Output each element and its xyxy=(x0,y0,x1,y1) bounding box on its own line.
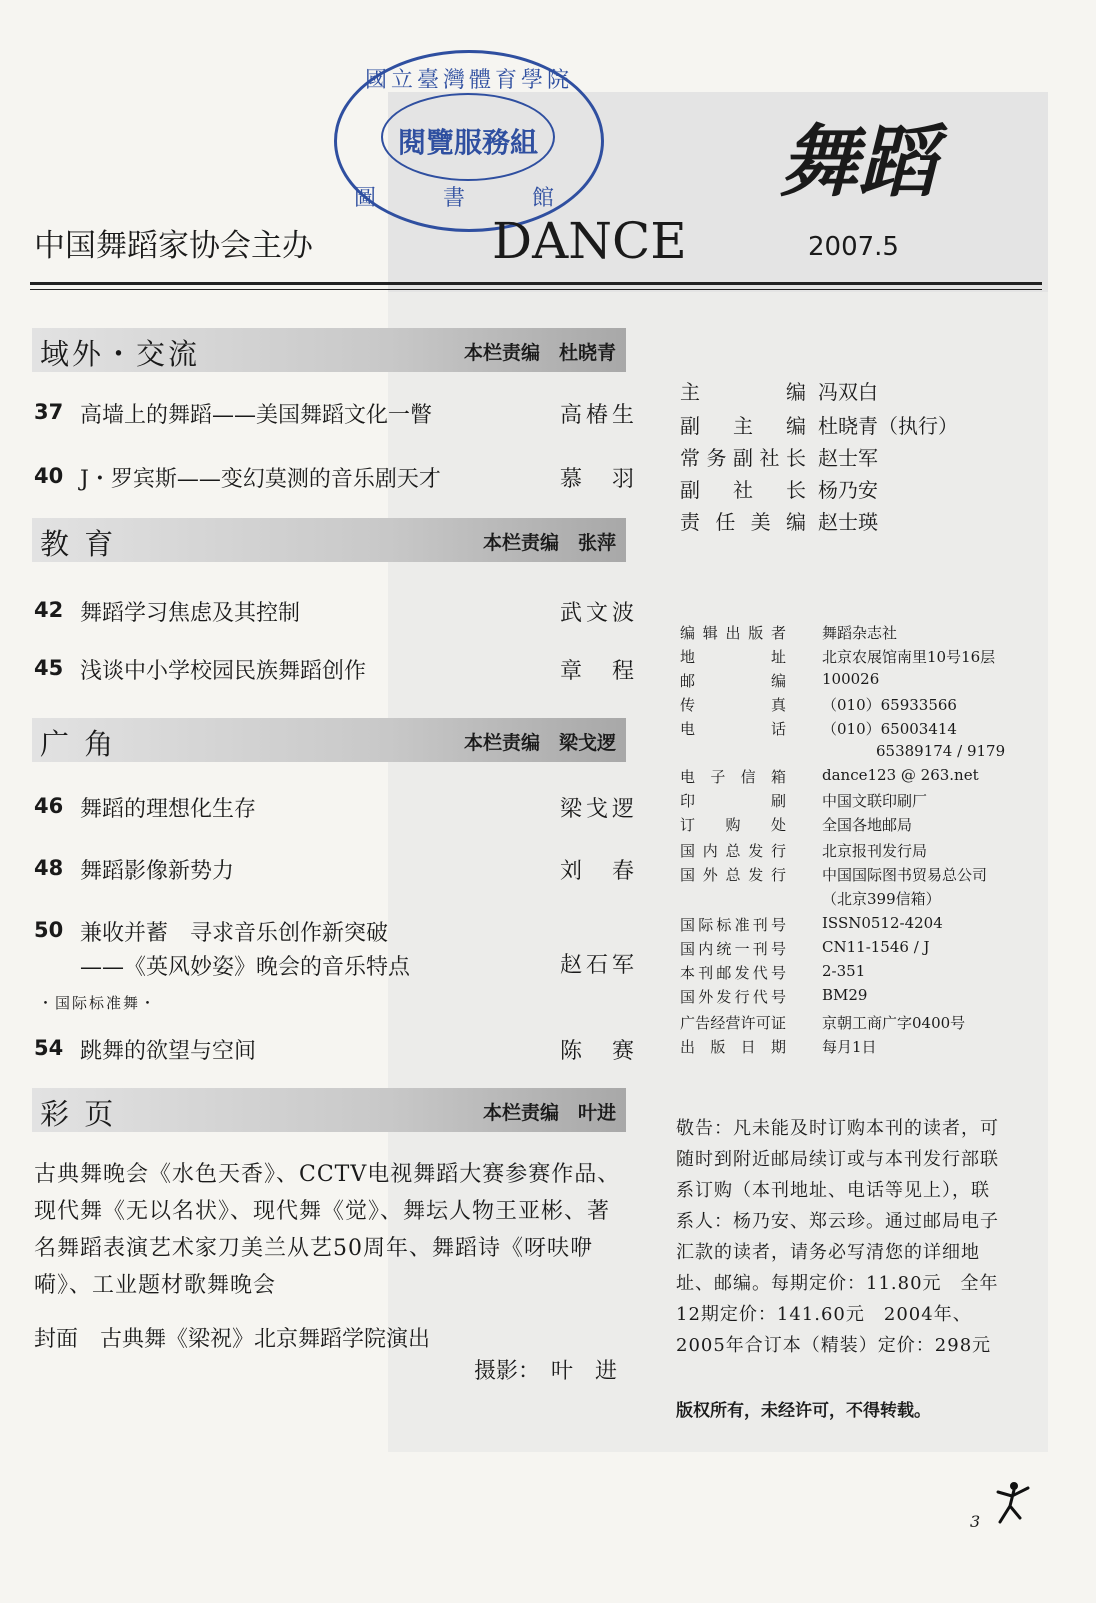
toc-page: 42 xyxy=(34,598,64,622)
toc-author: 刘 春 xyxy=(560,859,639,884)
toc-title: J・罗宾斯——变幻莫测的音乐剧天才 xyxy=(80,467,441,492)
toc-title: 浅谈中小学校园民族舞蹈创作 xyxy=(80,659,367,684)
pub-label: 传真 xyxy=(680,696,786,714)
pub-label: 出版日期 xyxy=(680,1038,786,1056)
section-title: 教 育 xyxy=(40,527,117,561)
toc-author: 高椿生 xyxy=(560,403,639,428)
pub-value: 北京报刊发行局 xyxy=(822,842,928,860)
pub-value: BM29 xyxy=(822,986,868,1004)
staff-role: 副社长 xyxy=(680,478,806,502)
subscription-notice: 敬告：凡未能及时订购本刊的读者，可随时到附近邮局续订或与本刊发行部联系订购（本刊地址、电话等见上），联系人：杨乃安、郑云珍。通过邮局电子汇款的读者，请务必写清您的详细地址、邮编。每期定价：11.80元 全年12期定价：141.60元 2004年、2005年合订本（精装）定价：298元 xyxy=(676,1118,999,1356)
pub-label: 国内总发行 xyxy=(680,842,786,860)
toc-page: 46 xyxy=(34,794,64,818)
toc-author: 慕 羽 xyxy=(560,467,639,492)
toc-subcategory: ・国际标准舞・ xyxy=(38,994,158,1012)
magazine-title: DANCE xyxy=(492,212,687,270)
staff-role: 副主编 xyxy=(680,414,806,438)
section-editor: 本栏责编 梁戈逻 xyxy=(463,732,616,754)
pub-label: 编辑出版者 xyxy=(680,624,786,642)
pub-value: 全国各地邮局 xyxy=(822,816,913,834)
toc-title: 高墙上的舞蹈——美国舞蹈文化一瞥 xyxy=(80,403,433,428)
pub-value: （北京399信箱） xyxy=(822,890,941,908)
calligraphy-title: 舞蹈 xyxy=(780,117,937,208)
toc-page: 50 xyxy=(34,918,64,942)
pub-value: CN11-1546 / J xyxy=(822,938,930,956)
stamp-bottom-text: 圖 書 館 xyxy=(354,186,584,211)
pub-label: 国内统一刊号 xyxy=(680,940,786,958)
pub-label: 国际标准刊号 xyxy=(680,916,786,934)
toc-title: 跳舞的欲望与空间 xyxy=(80,1039,257,1064)
pub-label: 地址 xyxy=(680,648,786,666)
staff-name: 赵士军 xyxy=(818,446,878,470)
toc-page: 45 xyxy=(34,656,64,680)
section-title: 彩 页 xyxy=(40,1097,117,1131)
stamp-top-text: 國立臺灣體育學院 xyxy=(364,68,573,93)
pub-value: （010）65933566 xyxy=(822,696,957,714)
cover-caption: 封面 古典舞《梁祝》北京舞蹈学院演出 xyxy=(34,1327,431,1352)
pub-value: ISSN0512-4204 xyxy=(822,914,943,932)
issue-number: 2007.5 xyxy=(808,232,899,262)
pub-value: 65389174 / 9179 xyxy=(876,742,1006,760)
pub-label: 邮编 xyxy=(680,672,786,690)
pub-label: 订购处 xyxy=(680,816,786,834)
toc-author: 赵石军 xyxy=(560,953,639,978)
pub-label: 国外发行代号 xyxy=(680,988,786,1006)
section-title: 域外・交流 xyxy=(40,337,201,371)
pub-value: 每月1日 xyxy=(822,1038,877,1056)
pub-value: dance123 @ 263.net xyxy=(822,766,979,784)
staff-role: 责任美编 xyxy=(680,510,806,534)
organizer-line: 中国舞蹈家协会主办 xyxy=(34,228,313,264)
toc-page: 48 xyxy=(34,856,64,880)
pub-value: 京朝工商广字0400号 xyxy=(822,1014,966,1032)
section-title: 广 角 xyxy=(40,727,117,761)
section-editor: 本栏责编 杜晓青 xyxy=(463,342,616,364)
toc-subtitle: ——《英风妙姿》晚会的音乐特点 xyxy=(80,955,411,980)
copyright-notice: 版权所有，未经许可，不得转载。 xyxy=(676,1401,931,1421)
pub-value: 中国国际图书贸易总公司 xyxy=(822,866,988,884)
section-header-overseas xyxy=(32,328,626,372)
section-header-color-pages xyxy=(32,1088,626,1132)
masthead-rule xyxy=(30,282,1042,285)
pub-label: 电子信箱 xyxy=(680,768,786,786)
toc-page: 40 xyxy=(34,464,64,488)
page-number: 3 xyxy=(970,1512,981,1531)
pub-label: 广告经营许可证 xyxy=(680,1014,786,1032)
toc-page: 37 xyxy=(34,400,64,424)
dancer-icon xyxy=(990,1478,1032,1528)
pub-label: 印刷 xyxy=(680,792,786,810)
staff-role: 常务副社长 xyxy=(680,446,806,470)
stamp-inner-ring xyxy=(381,93,555,181)
toc-author: 陈 赛 xyxy=(560,1039,639,1064)
photo-credit: 摄影： 叶 进 xyxy=(474,1359,618,1384)
toc-author: 章 程 xyxy=(560,659,639,684)
pub-value: 2-351 xyxy=(822,962,866,980)
toc-author: 梁戈逻 xyxy=(560,797,639,822)
staff-name: 冯双白 xyxy=(818,380,878,404)
pub-value: 北京农展馆南里10号16层 xyxy=(822,648,996,666)
section-header-wide-angle xyxy=(32,718,626,762)
toc-page: 54 xyxy=(34,1036,64,1060)
pub-value: 100026 xyxy=(822,670,880,688)
color-pages-description: 古典舞晚会《水色天香》、CCTV电视舞蹈大赛参赛作品、现代舞《无以名状》、现代舞《觉》、舞坛人物王亚彬、著名舞蹈表演艺术家刀美兰从艺50周年、舞蹈诗《呀呋咿嗬》、工业题材歌舞晚会 xyxy=(34,1162,621,1298)
staff-name: 杨乃安 xyxy=(818,478,878,502)
pub-label: 本刊邮发代号 xyxy=(680,964,786,982)
library-stamp xyxy=(334,50,604,232)
toc-title: 兼收并蓄 寻求音乐创作新突破 xyxy=(80,921,389,946)
stamp-middle-text: 閱覽服務組 xyxy=(397,126,538,159)
staff-name: 杜晓青（执行） xyxy=(818,414,958,438)
masthead-rule-thin xyxy=(30,289,1042,290)
toc-title: 舞蹈学习焦虑及其控制 xyxy=(80,601,301,626)
pub-label: 国外总发行 xyxy=(680,866,786,884)
pub-value: 舞蹈杂志社 xyxy=(822,624,898,642)
pub-label: 电话 xyxy=(680,720,786,738)
pub-value: 中国文联印刷厂 xyxy=(822,792,928,810)
toc-title: 舞蹈的理想化生存 xyxy=(80,797,257,822)
toc-title: 舞蹈影像新势力 xyxy=(80,859,235,884)
staff-name: 赵士瑛 xyxy=(818,510,878,534)
pub-value: （010）65003414 xyxy=(822,720,957,738)
section-editor: 本栏责编 张萍 xyxy=(482,532,616,554)
section-editor: 本栏责编 叶进 xyxy=(482,1102,616,1124)
staff-role: 主编 xyxy=(680,380,806,404)
section-header-education xyxy=(32,518,626,562)
toc-author: 武文波 xyxy=(560,601,639,626)
